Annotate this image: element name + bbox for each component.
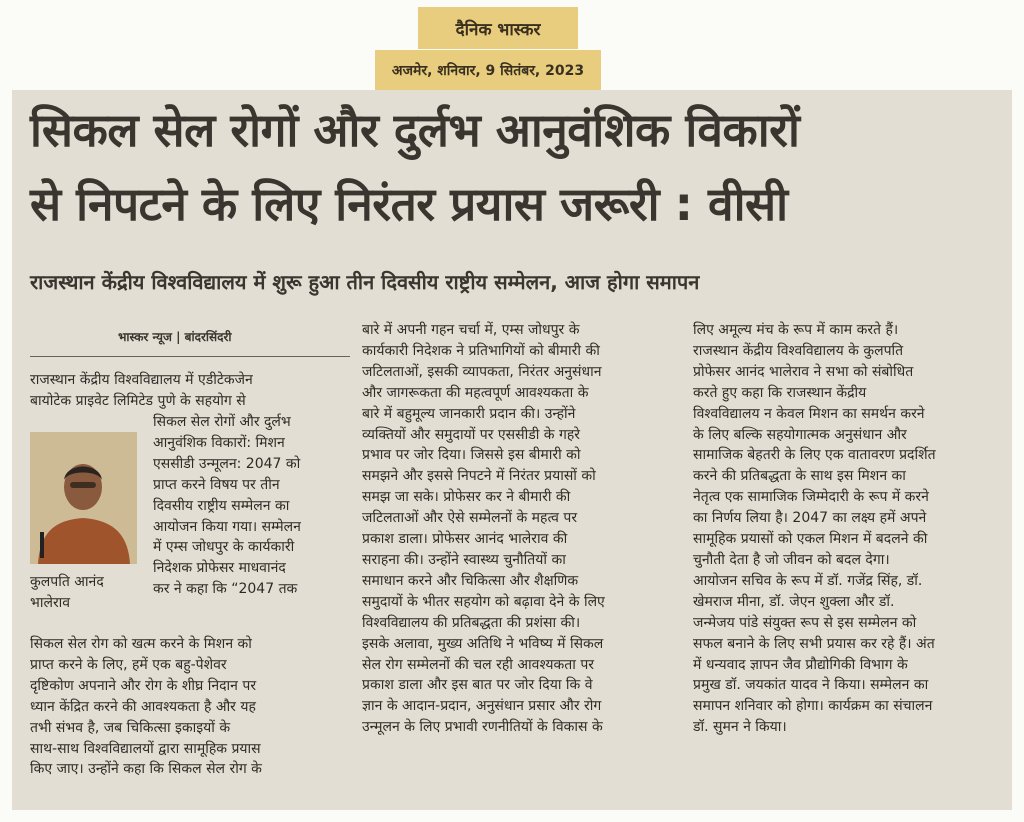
- byline-rule: [30, 356, 350, 357]
- text-line: राजस्थान केंद्रीय विश्वविद्यालय में एडीटेकजेन: [30, 372, 253, 388]
- text-line: दिवसीय राष्ट्रीय सम्मेलन का: [153, 497, 290, 514]
- subheadline: राजस्थान केंद्रीय विश्वविद्यालय में शुरू हुआ तीन दिवसीय राष्ट्रीय सम्मेलन, आज होगा समापन: [30, 270, 700, 294]
- text-line: प्रभाव पर जोर दिया। जिससे इस बीमारी को: [362, 447, 581, 464]
- text-line: समुदायों के भीतर सहयोग को बढ़ावा देने के लिए: [362, 593, 605, 610]
- text-line: राजस्थान केंद्रीय विश्वविद्यालय के कुलपति: [693, 342, 904, 359]
- column-1-bottom: [30, 634, 352, 780]
- caption-line: कुलपति आनंद: [30, 574, 104, 590]
- headline-line-2: से निपटने के लिए निरंतर प्रयास जरूरी : वीसी: [30, 177, 788, 231]
- text-line: सराहना की। उन्होंने स्वास्थ्य चुनौतियों का: [362, 551, 566, 568]
- text-line: प्राप्त करने के लिए, हमें एक बहु-पेशेवर: [30, 656, 227, 673]
- text-line: बारे में बहुमूल्य जानकारी प्रदान की। उन्होंने: [362, 405, 576, 422]
- text-line: लिए अमूल्य मंच के रूप में काम करते हैं।: [693, 322, 899, 338]
- person-portrait-icon: [30, 432, 137, 564]
- text-line: उन्मूलन के लिए प्रभावी रणनीतियों के विकास के: [362, 719, 603, 736]
- text-line: ज्ञान के आदान-प्रदान, अनुसंधान प्रसार और रोग: [362, 698, 602, 715]
- masthead-paper-name: दैनिक भास्कर: [418, 7, 578, 49]
- text-line: सेल रोग सम्मेलनों की चल रही आवश्यकता पर: [362, 656, 594, 673]
- column-1-top: [30, 370, 352, 412]
- caption-line: भालेराव: [30, 595, 71, 611]
- text-line: बायोटेक प्राइवेट लिमिटेड पुणे के सहयोग से: [30, 392, 246, 409]
- text-line: के लिए बल्कि सहयोगात्मक अनुसंधान और: [693, 426, 907, 443]
- masthead-date-line: अजमेर, शनिवार, 9 सितंबर, 2023: [375, 50, 601, 90]
- text-line: आयोजन किया गया। सम्मेलन: [153, 518, 301, 535]
- text-line: आनुवंशिक विकारों: मिशन: [153, 434, 285, 451]
- text-line: करते हुए कहा कि राजस्थान केंद्रीय: [693, 384, 867, 401]
- text-line: सिकल सेल रोगों और दुर्लभ: [153, 414, 291, 430]
- headline-line-1: सिकल सेल रोगों और दुर्लभ आनुवंशिक विकारों: [30, 103, 800, 157]
- text-line: में धन्यवाद ज्ञापन जैव प्रौद्योगिकी विभाग के: [693, 656, 908, 673]
- column-1-wrap: [153, 412, 352, 600]
- column-2: [362, 320, 678, 738]
- text-line: एससीडी उन्मूलन: 2047 को: [153, 455, 301, 472]
- text-line: ध्यान केंद्रित करने की आवश्यकता है और यह: [30, 698, 256, 715]
- text-line: आयोजन सचिव के रूप में डॉ. गजेंद्र सिंह, डॉ.: [693, 572, 923, 589]
- text-line: किए जाए। उन्होंने कहा कि सिकल सेल रोग के: [30, 761, 262, 778]
- text-line: प्रकाश डाला। प्रोफेसर आनंद भालेराव की: [362, 531, 568, 548]
- column-3: [693, 320, 1009, 738]
- text-line: कार्यकारी निदेशक ने प्रतिभागियों को बीमारी की: [362, 342, 600, 359]
- text-line: समाधान करने और चिकित्सा और शैक्षणिक: [362, 572, 579, 589]
- text-line: समापन शनिवार को होगा। कार्यक्रम का संचालन: [693, 698, 933, 715]
- text-line: डॉ. सुमन ने किया।: [693, 719, 787, 736]
- text-line: दृष्टिकोण अपनाने और रोग के शीघ्र निदान पर: [30, 677, 257, 694]
- text-line: सिकल सेल रोग को खत्म करने के मिशन को: [30, 636, 252, 652]
- text-line: करने की प्रतिबद्धता के साथ इस मिशन का: [693, 468, 906, 485]
- text-line: का निर्णय लिया है। 2047 का लक्ष्य हमें अपने: [693, 510, 927, 527]
- text-line: जटिलताओं, इसकी व्यापकता, निरंतर अनुसंधान: [362, 363, 602, 380]
- text-line: सामाजिक बेहतरी के लिए एक वातावरण प्रदर्शित: [693, 447, 936, 464]
- text-line: नेतृत्व एक सामाजिक जिम्मेदारी के रूप में करने: [693, 489, 929, 506]
- text-line: में एम्स जोधपुर के कार्यकारी: [153, 539, 295, 556]
- text-line: निदेशक प्रोफेसर माधवानंद: [153, 560, 286, 577]
- text-line: इसके अलावा, मुख्य अतिथि ने भविष्य में सिकल: [362, 635, 604, 652]
- text-line: खेमराज मीना, डॉ. जेएन शुक्ला और डॉ.: [693, 593, 895, 610]
- text-line: साथ-साथ विश्वविद्यालयों द्वारा सामूहिक प्रयास: [30, 740, 261, 757]
- text-line: जन्मेजय पांडे संयुक्त रूप से इस सम्मेलन को: [693, 614, 917, 631]
- text-line: बारे में अपनी गहन चर्चा में, एम्स जोधपुर के: [362, 322, 580, 338]
- text-line: प्राप्त करने विषय पर तीन: [153, 476, 280, 493]
- text-line: व्यक्तियों और समुदायों पर एससीडी के गहरे: [362, 426, 581, 443]
- text-line: प्रमुख डॉ. जयकांत यादव ने किया। सम्मेलन का: [693, 677, 929, 694]
- text-line: सामूहिक प्रयासों को एकल मिशन में बदलने की: [693, 531, 928, 548]
- text-line: प्रोफेसर आनंद भालेराव ने सभा को संबोधित: [693, 363, 914, 380]
- photo-caption: [30, 572, 104, 614]
- text-line: सफल बनाने के लिए सभी प्रयास कर रहे हैं। अंत: [693, 635, 935, 652]
- text-line: प्रकाश डाला और इस बात पर जोर दिया कि वे: [362, 677, 593, 694]
- author-photo: [30, 432, 137, 564]
- text-line: और जागरूकता की महत्वपूर्ण आवश्यकता के: [362, 384, 589, 401]
- text-line: समझने और इससे निपटने में निरंतर प्रयासों को: [362, 468, 596, 485]
- text-line: समझ जा सके। प्रोफेसर कर ने बीमारी की: [362, 489, 571, 506]
- text-line: चुनौती देता है जो जीवन को बदल देगा।: [693, 551, 890, 568]
- text-line: विश्वविद्यालय न केवल मिशन का समर्थन करने: [693, 405, 925, 422]
- text-line: तभी संभव है, जब चिकित्सा इकाइयों के: [30, 719, 231, 736]
- text-line: जटिलताओं और ऐसे सम्मेलनों के महत्व पर: [362, 510, 578, 527]
- byline: भास्कर न्यूज | बांदरसिंदरी: [118, 330, 232, 344]
- text-line: विश्वविद्यालय की प्रतिबद्धता की प्रशंसा की।: [362, 614, 581, 631]
- text-line: कर ने कहा कि “2047 तक: [153, 581, 298, 598]
